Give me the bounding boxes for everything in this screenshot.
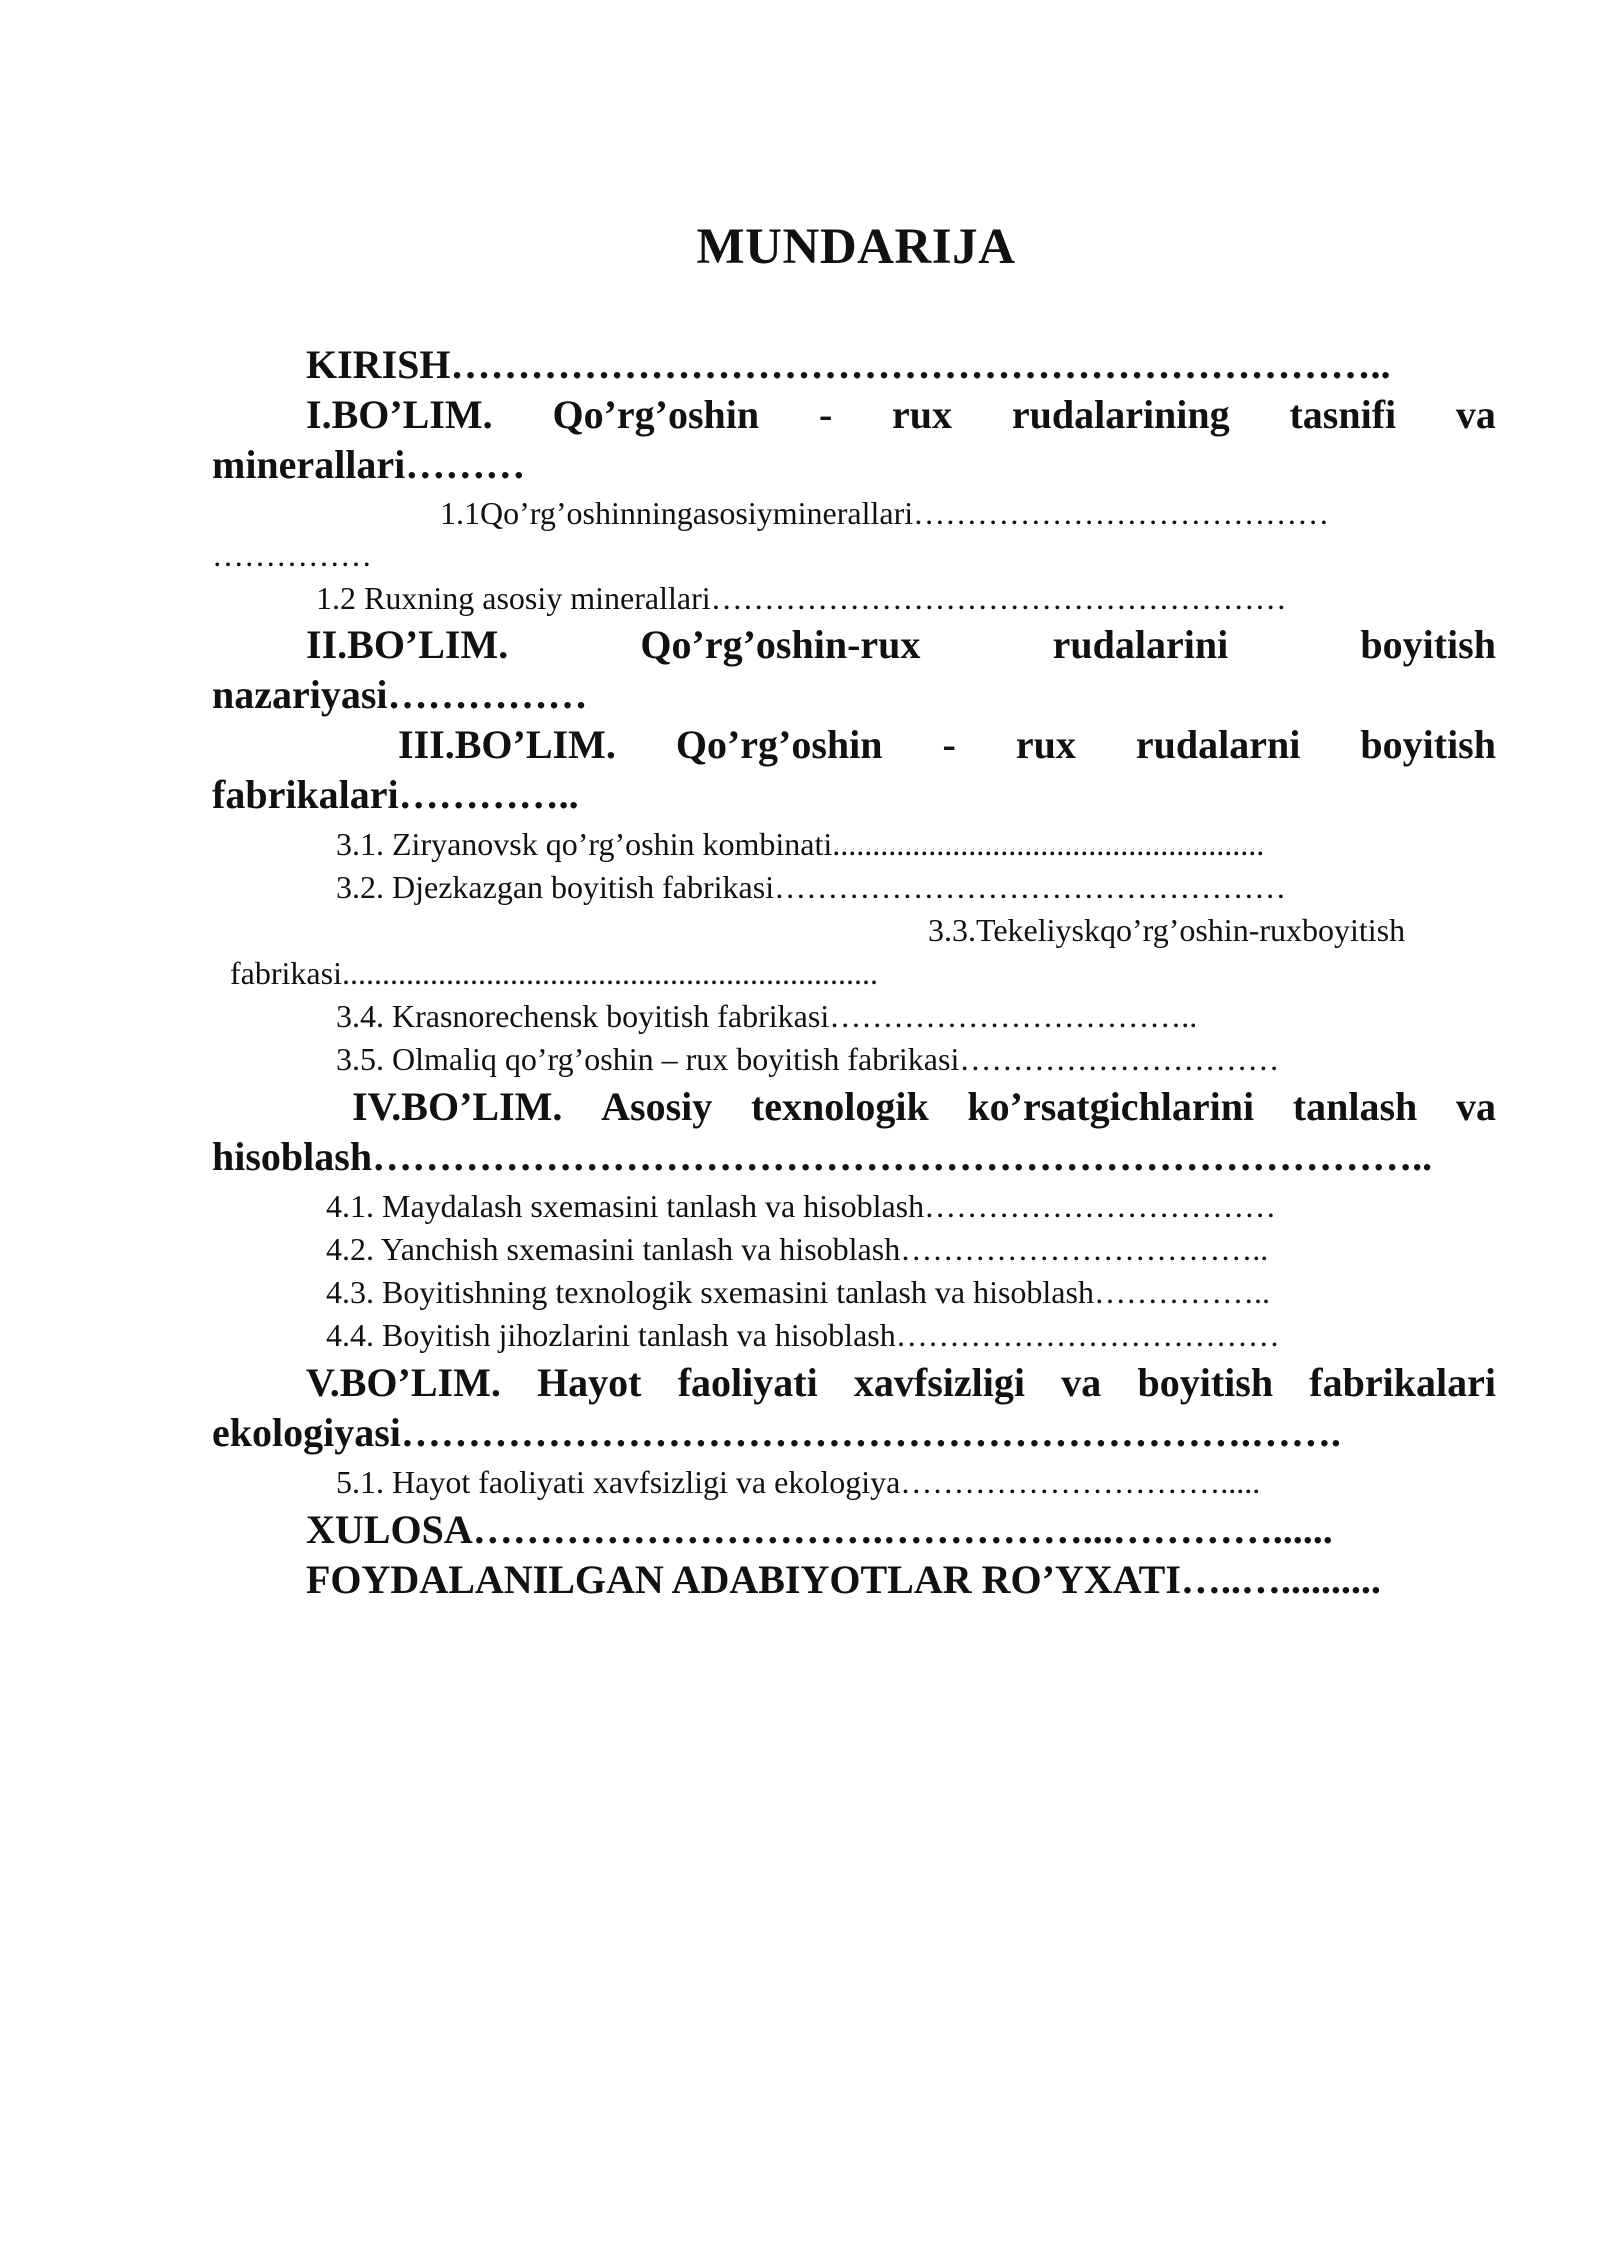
toc-entry-bolim-3-cont: fabrikalari………….. bbox=[212, 772, 579, 817]
toc-entry-bolim-1 bbox=[306, 390, 1496, 440]
toc-word: xavfsizligi bbox=[853, 1360, 1026, 1405]
toc-entry-bolim-3 bbox=[398, 720, 1496, 770]
toc-entry-3-5: 3.5. Olmaliq qo’rg’oshin – rux boyitish fabrikasi………………………… bbox=[336, 1041, 1280, 1077]
toc-word: II.BO’LIM. bbox=[306, 622, 509, 667]
toc-entry-4-1: 4.1. Maydalash sxemasini tanlash va hisoblash…………………………… bbox=[326, 1188, 1277, 1224]
toc-word: rudalarini bbox=[1052, 622, 1229, 667]
toc-word: tasnifi bbox=[1289, 392, 1397, 437]
toc-word: va bbox=[1455, 1084, 1496, 1129]
toc-word: boyitish bbox=[1137, 1360, 1274, 1405]
toc-entry-1-2: 1.2 Ruxning asosiy minerallari……………………………………………… bbox=[316, 580, 1287, 616]
toc-word: rux bbox=[1015, 722, 1076, 767]
toc-entry-xulosa: XULOSA………………………….……………...…………...... bbox=[306, 1507, 1333, 1552]
toc-word: Qo’rg’oshin-rux bbox=[640, 622, 921, 667]
toc-word: V.BO’LIM. bbox=[306, 1360, 501, 1405]
toc-word: va bbox=[1061, 1360, 1102, 1405]
toc-word: ko’rsatgichlarini bbox=[967, 1084, 1255, 1129]
toc-entry-5-1: 5.1. Hayot faoliyati xavfsizligi va ekologiya…………………………..... bbox=[336, 1464, 1261, 1500]
toc-entry-3-3: 3.3.Tekeliyskqo’rg’oshin-ruxboyitish bbox=[928, 912, 1406, 948]
document-title: MUNDARIJA bbox=[696, 219, 1016, 275]
toc-entry-3-4: 3.4. Krasnorechensk boyitish fabrikasi…………………………….. bbox=[336, 998, 1198, 1034]
toc-word: boyitish bbox=[1360, 622, 1496, 667]
toc-word: tanlash bbox=[1292, 1084, 1418, 1129]
toc-entry-4-3: 4.3. Boyitishning texnologik sxemasini tanlash va hisoblash…………….. bbox=[326, 1274, 1270, 1310]
toc-entry-3-1: 3.1. Ziryanovsk qo’rg’oshin kombinati...................................................... bbox=[336, 826, 1265, 862]
toc-entry-1-1-cont: …………… bbox=[212, 537, 372, 573]
toc-word: IV.BO’LIM. bbox=[352, 1084, 563, 1129]
toc-entry-4-4: 4.4. Boyitish jihozlarini tanlash va hisoblash……………………………… bbox=[326, 1317, 1280, 1353]
toc-entry-bolim-4-cont: hisoblash…………………………………………………………………….. bbox=[212, 1134, 1433, 1179]
toc-entry-bolim-4 bbox=[352, 1082, 1496, 1132]
toc-word: texnologik bbox=[750, 1084, 929, 1129]
toc-word: I.BO’LIM. bbox=[306, 392, 493, 437]
toc-word: boyitish bbox=[1360, 722, 1496, 767]
toc-entry-3-2: 3.2. Djezkazgan boyitish fabrikasi………………………………………… bbox=[336, 869, 1287, 905]
toc-word: faoliyati bbox=[677, 1360, 818, 1405]
toc-word: rudalarining bbox=[1011, 392, 1230, 437]
toc-word: fabrikalari bbox=[1309, 1360, 1496, 1405]
toc-word: Qo’rg’oshin bbox=[552, 392, 760, 437]
toc-entry-kirish: KIRISH…………………………………………………………….. bbox=[306, 342, 1391, 387]
toc-entry-bolim-5-cont: ekologiyasi……………………………………………………….……. bbox=[212, 1410, 1341, 1455]
toc-word: Hayot bbox=[537, 1360, 642, 1405]
toc-word: III.BO’LIM. bbox=[398, 722, 616, 767]
toc-word: Asosiy bbox=[601, 1084, 713, 1129]
toc-entry-3-3-cont: fabrikasi................................................................... bbox=[230, 955, 878, 991]
toc-entry-bolim-2 bbox=[306, 620, 1496, 670]
toc-entry-bolim-1-cont: minerallari……… bbox=[212, 442, 526, 487]
toc-word: - bbox=[942, 722, 956, 767]
toc-entry-bolim-2-cont: nazariyasi…………… bbox=[212, 672, 588, 717]
toc-word: Qo’rg’oshin bbox=[675, 722, 883, 767]
toc-word: va bbox=[1455, 392, 1496, 437]
toc-entry-4-2: 4.2. Yanchish sxemasini tanlash va hisoblash…………………………….. bbox=[326, 1231, 1269, 1267]
toc-word: - bbox=[818, 392, 833, 437]
toc-entry-1-1: 1.1Qo’rg’oshinningasosiyminerallari………………………………… bbox=[440, 495, 1330, 531]
toc-word: rux bbox=[892, 392, 953, 437]
toc-entry-bibliography: FOYDALANILGAN ADABIYOTLAR RO’YXATI…..….......... bbox=[306, 1557, 1381, 1602]
toc-entry-bolim-5 bbox=[306, 1358, 1496, 1408]
toc-word: rudalarni bbox=[1135, 722, 1301, 767]
